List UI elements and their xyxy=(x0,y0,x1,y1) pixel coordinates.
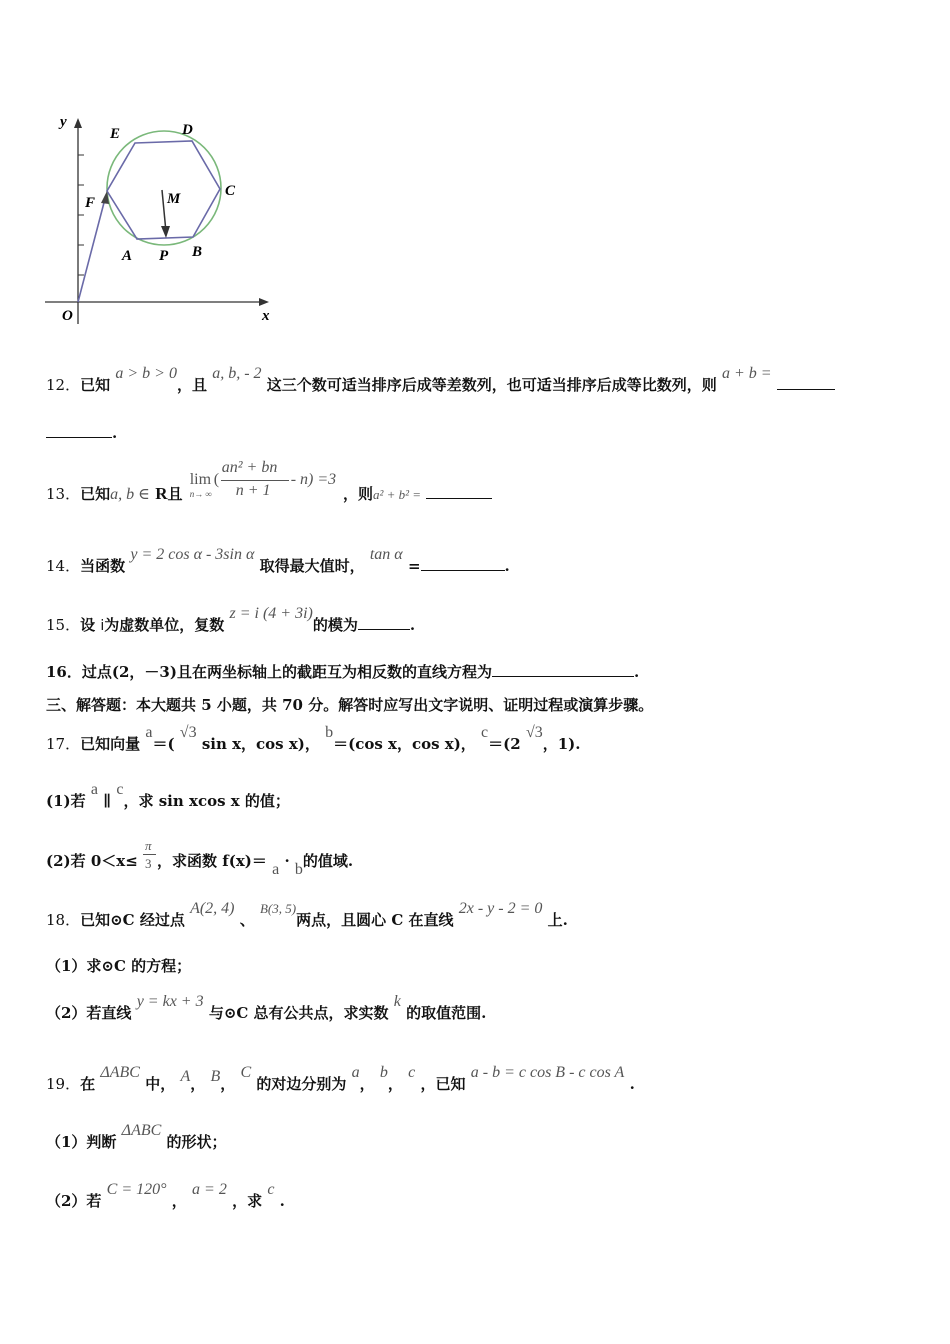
point-f-label: F xyxy=(85,195,96,211)
hexagon-circle-figure xyxy=(40,110,280,330)
question-17-part-2: (2)若 0＜x≤ $\frac{\pi}{3}$ ，求函数 f(x)＝ a · b的值域. xyxy=(46,838,354,878)
point-c-label: C xyxy=(225,183,236,199)
question-18: 18．已知⊙C 经过点 A(2, 4) 、 B(3, 5)两点，且圆心 C 在直线 2x - y - 2 = 0 上. xyxy=(46,900,568,929)
question-17: 17．已知向量 a＝( √3 sin x，cos x)， b＝(cos x，cos x)， c＝(2 √3，1). xyxy=(46,724,581,753)
point-b-label: B xyxy=(192,244,203,260)
answer-blank[interactable] xyxy=(421,570,505,571)
fraction-pi-over-3: $\frac{\pi}{3}$ xyxy=(143,852,157,866)
answer-blank[interactable] xyxy=(777,389,835,390)
math-inequality: a > b > 0 xyxy=(115,365,177,382)
question-18-part-1: （1）求⊙C 的方程； xyxy=(46,957,192,975)
math-numbers: a, b, - 2 xyxy=(212,365,262,382)
question-15: 15．设 i为虚数单位，复数 z = i (4 + 3i)的模为 . xyxy=(46,605,416,634)
question-12: 12．已知 a > b > 0，且 a, b, - 2 这三个数可适当排序后成等差数列，也可适当排序后成等比数列，则 a + b = xyxy=(46,374,835,395)
y-axis-label: y xyxy=(60,114,67,130)
question-16: 16．过点(2，－3)且在两坐标轴上的截距互为相反数的直线方程为 . xyxy=(46,663,640,681)
math-sum: a + b = xyxy=(722,365,772,382)
question-19-part-2: （2）若 C = 120° ， a = 2 ，求 c . xyxy=(46,1181,285,1210)
answer-blank[interactable] xyxy=(492,676,634,677)
answer-blank[interactable] xyxy=(358,629,410,630)
question-14: 14．当函数 y = 2 cos α - 3sin α 取得最大值时， tan α = . xyxy=(46,546,510,575)
point-e-label: E xyxy=(110,126,121,142)
point-p-label: P xyxy=(159,248,169,264)
question-12-continuation: . xyxy=(46,424,117,442)
question-18-part-2: （2）若直线 y = kx + 3 与⊙C 总有公共点，求实数 k 的取值范围. xyxy=(46,993,487,1022)
answer-blank[interactable] xyxy=(426,498,492,499)
question-13: 13．已知a, b ∈ R且 lim n→ ∞ ( an² + bn n + 1 - n) =3 ，则a² + b² = xyxy=(46,483,492,504)
point-m-label: M xyxy=(167,191,181,207)
question-19-part-1: （1）判断 ΔABC 的形状； xyxy=(46,1122,227,1151)
limit-expression: lim n→ ∞ ( an² + bn n + 1 - n) =3 xyxy=(189,459,337,499)
origin-label: O xyxy=(62,308,73,324)
answer-blank[interactable] xyxy=(46,437,112,438)
point-a-label: A xyxy=(122,248,133,264)
section-three-header: 三、解答题：本大题共 5 小题，共 70 分。解答时应写出文字说明、证明过程或演算步骤。 xyxy=(46,696,654,714)
x-axis-label: x xyxy=(262,308,270,324)
point-d-label: D xyxy=(182,122,193,138)
question-19: 19．在 ΔABC 中， A， B， C 的对边分别为 a， b， c ，已知 a - b = c cos B - c cos A . xyxy=(46,1064,635,1093)
question-17-part-1: (1)若 a ∥ c，求 sin xcos x 的值； xyxy=(46,781,290,810)
